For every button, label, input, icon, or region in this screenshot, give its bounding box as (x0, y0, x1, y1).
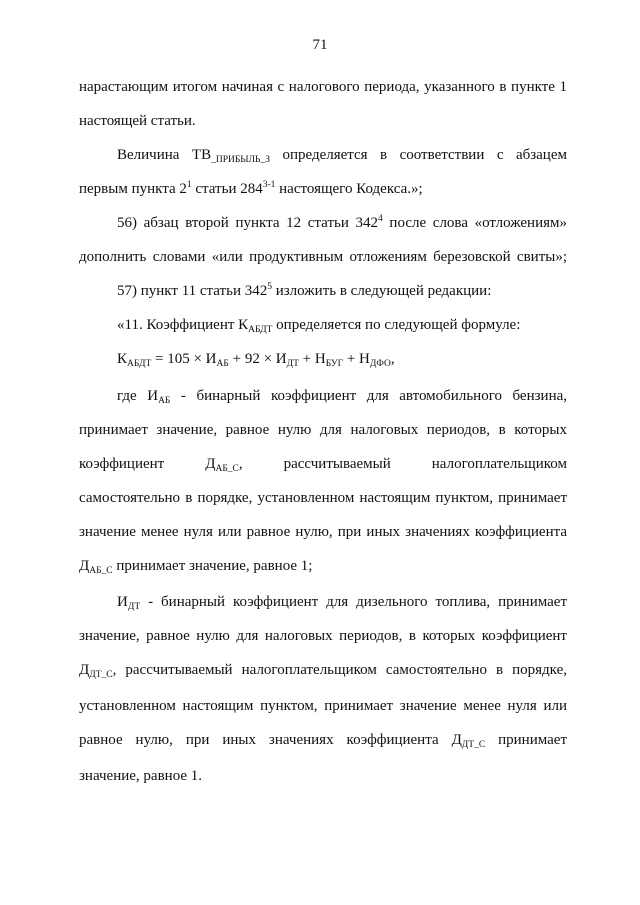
page-number: 71 (312, 37, 328, 53)
paragraph-1-line-1: нарастающим итогом начиная с налогового периода, указанного в пункте 1 (79, 79, 567, 95)
clause-11-intro: «11. Коэффициент $К_{АБДТ}$ определяется по следующей формуле: (117, 317, 521, 335)
def-idt-line-4: установленном настоящим пунктом, принимает значение менее нуля или (79, 698, 567, 714)
paragraph-2-line-2: первым пункта $2^1$ статьи 284$^{3-1}$ настоящего Кодекса.»; (79, 180, 423, 197)
def-iab-line-2: принимает значение, равное нулю для налоговых периодов, в которых (79, 422, 567, 438)
def-idt-line-5: равное нулю, при иных значениях коэффициента $Д_{ДТ\_С}$ принимает (79, 732, 567, 750)
def-iab-line-4: самостоятельно в порядке, установленном настоящим пунктом, принимает (79, 490, 567, 506)
def-idt-line-1: $И_{ДТ}$ - бинарный коэффициент для дизельного топлива, принимает (117, 594, 567, 612)
def-iab-line-5: значение менее нуля или равное нулю, при иных значениях коэффициента (79, 524, 567, 540)
def-iab-line-3: коэффициент $Д_{АБ\_С}$, рассчитываемый налогоплательщиком (79, 456, 567, 474)
paragraph-1-line-2: настоящей статьи. (79, 113, 196, 129)
def-idt-line-3: $Д_{ДТ\_С}$, рассчитываемый налогоплательщиком самостоятельно в порядке, (79, 662, 567, 680)
item-56-line-1: 56) абзац второй пункта 12 статьи $342^4$ после слова «отложениям» (117, 214, 567, 231)
item-56-line-2: дополнить словами «или продуктивным отложениям березовской свиты»; (79, 249, 567, 265)
def-iab-line-1: где $И_{АБ}$ - бинарный коэффициент для автомобильного бензина, (117, 388, 568, 406)
paragraph-2-line-1: Величина $ТВ_{\_ПРИБЫЛЬ\_З}$ определяется в соответствии с абзацем (117, 147, 567, 165)
def-iab-line-6: $Д_{АБ\_С}$ принимает значение, равное 1; (79, 558, 313, 576)
formula: $К_{АБДТ} = 105 \times И_{АБ} + 92 \times И_{ДТ} + Н_{БУГ} + Н_{ДФО}$, (117, 351, 395, 369)
def-idt-line-6: значение, равное 1. (79, 768, 203, 784)
item-57-line: 57) пункт 11 статьи $342^5$ изложить в следующей редакции: (117, 282, 492, 299)
def-idt-line-2: значение, равное нулю для налоговых периодов, в которых коэффициент (79, 628, 567, 644)
